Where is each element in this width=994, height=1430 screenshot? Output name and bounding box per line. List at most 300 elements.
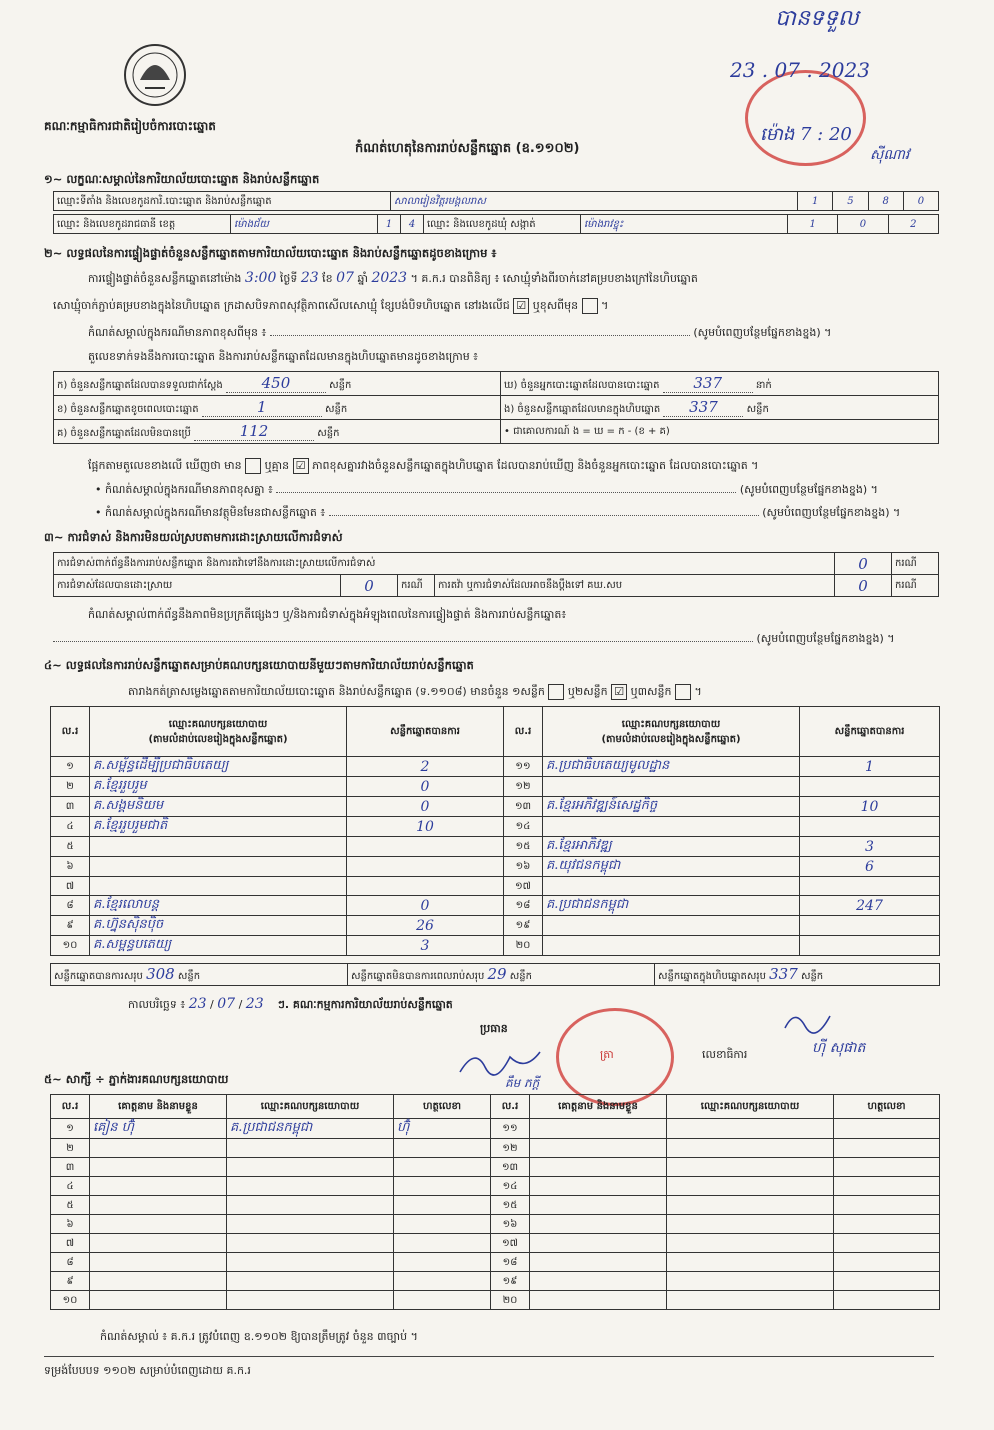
witness-no: ១៤ — [491, 1177, 530, 1196]
result-party: គ.សង្គមនិយម — [90, 797, 347, 817]
total-invalid-label: សន្លឹកឆ្នោតមិនបានការពេលរាប់សរុប — [351, 971, 485, 982]
tally-sheet-line — [128, 684, 702, 701]
witness-party — [227, 1272, 394, 1291]
counts-intro: តួលេខទាក់ទងនឹងការបោះឆ្នោត និងការរាប់សន្លឹកឆ្នោតដែលមានក្នុងហិបឆ្នោតមានដូចខាងក្រោម ៖ — [88, 350, 479, 363]
received-ballots-label: ក) ចំនួនសន្លឹកឆ្នោតដែលបានទទួលជាក់ស្តែង — [57, 380, 223, 391]
witness-party — [227, 1291, 394, 1310]
witness-name — [90, 1215, 227, 1234]
witness-sign — [394, 1139, 491, 1158]
result-votes — [800, 936, 940, 956]
witness-party — [667, 1177, 834, 1196]
witness-no: ៨ — [51, 1253, 90, 1272]
three-sheet-checkbox[interactable] — [675, 684, 691, 700]
table-row — [51, 896, 940, 916]
result-party: គ.ខ្មែររួបរួម — [90, 777, 347, 797]
result-no: ១៩ — [504, 916, 543, 936]
total-box-label: សន្លឹកឆ្នោតក្នុងហិបឆ្នោតសរុប — [658, 971, 766, 982]
witness-no: ៩ — [51, 1272, 90, 1291]
secretary-label: លេខាធិការ — [702, 1048, 748, 1061]
section5-heading: ៥~ សាក្សី ÷ ភ្នាក់ងារគណបក្សនយោបាយ — [44, 1072, 229, 1086]
footer-divider — [44, 1356, 934, 1357]
result-no: ១១ — [504, 757, 543, 777]
complaints-label: ការជំទាស់ពាក់ព័ន្ធនឹងការរាប់សន្លឹកឆ្នោត និងការតវ៉ាទៅនឹងការដោះស្រាយលើការជំទាស់ — [54, 553, 835, 575]
spoiled-ballots-unit: សន្លឹក — [324, 404, 348, 415]
result-party — [90, 837, 347, 857]
witness-sign — [394, 1272, 491, 1291]
result-no: ៨ — [51, 896, 90, 916]
witness-sign — [394, 1291, 491, 1310]
witness-party — [667, 1272, 834, 1291]
chief-signature-icon — [455, 1042, 545, 1082]
witness-col-sign-left: ហត្ថលេខា — [394, 1095, 491, 1119]
section1-table — [53, 191, 939, 211]
tally-text-b: ឬ២សន្លឹក — [567, 685, 608, 698]
result-no: ១៣ — [504, 797, 543, 817]
received-note: បានទទួល — [775, 6, 859, 31]
result-party: គ.សម្ពន្ធបតេយ្យ — [90, 936, 347, 956]
sign-date-label: កាលបរិច្ឆេទ ៖ — [128, 998, 186, 1011]
result-votes: 6 — [800, 857, 940, 877]
witness-no: ២ — [51, 1139, 90, 1158]
sign-date-line: កាលបរិច្ឆេទ ៖ 23 / 07 / 23 ៗ. គណៈកម្មការការិយាល័យរាប់សន្លឹកឆ្នោត — [128, 996, 453, 1012]
result-no: ២ — [51, 777, 90, 797]
verification-line — [88, 270, 698, 288]
total-valid-cell — [51, 964, 348, 986]
section4-heading: ៤~ លទ្ធផលនៃការរាប់សន្លឹកឆ្នោតសម្រាប់គណបក្សនយោបាយនីមួយៗតាមការិយាល័យរាប់សន្លឹកឆ្នោត — [44, 658, 474, 672]
table-row — [51, 936, 940, 956]
unused-ballots-cell — [54, 420, 501, 444]
result-party — [543, 936, 800, 956]
result-votes — [347, 877, 504, 896]
total-box-value: 337 — [769, 965, 798, 983]
location-code-4: 0 — [903, 192, 938, 211]
unused-ballots-label: គ) ចំនួនសន្លឹកឆ្នោតដែលមិនបានប្រើ — [57, 428, 191, 439]
changed-checkbox[interactable] — [582, 298, 598, 314]
voters-label: ឃ) ចំនួនអ្នកបោះឆ្នោតដែលបានបោះឆ្នោត — [504, 380, 660, 391]
result-votes: 10 — [347, 817, 504, 837]
nec-emblem-icon — [120, 40, 190, 110]
witness-sign — [834, 1139, 940, 1158]
result-no: ១៤ — [504, 817, 543, 837]
result-party: គ.យុវជនកម្ពុជា — [543, 857, 800, 877]
col-party-right — [543, 707, 800, 757]
foreign-object-note — [95, 506, 940, 522]
commune-value: ម៉ោងរាវខ្នុះ — [581, 215, 788, 234]
witness-col-sign-right: ហត្ថលេខា — [834, 1095, 940, 1119]
result-party: គ.ខ្មែររួបរួមជាតិ — [90, 817, 347, 837]
witness-party — [667, 1253, 834, 1272]
table-row — [51, 1253, 940, 1272]
foreign-object-note-hint: (សូមបំពេញបន្ថែមផ្នែកខាងខ្នង) ។ — [762, 506, 901, 519]
table-row — [51, 916, 940, 936]
witness-sign — [394, 1158, 491, 1177]
result-no: ៣ — [51, 797, 90, 817]
unused-ballots-unit: សន្លឹក — [317, 428, 340, 439]
location-label: ឈ្មោះទីតាំង និងលេខកូដការិ.បោះឆ្នោត និងរាប់សន្លឹកឆ្នោត — [54, 192, 391, 211]
witness-party — [667, 1119, 834, 1139]
witness-col-name-left: គោត្តនាម និងនាមខ្លួន — [90, 1095, 227, 1119]
results-body — [51, 757, 940, 956]
difference-fill-hint: (សូមបំពេញបន្ថែមផ្នែកខាងខ្នង) ។ — [693, 326, 832, 339]
witness-name — [90, 1177, 227, 1196]
sign-date-month: 07 — [217, 996, 236, 1012]
result-votes: 3 — [800, 837, 940, 857]
result-party: គ.ខ្មែរអាភិវឌ្ឍ — [543, 837, 800, 857]
witness-no: ១០ — [51, 1291, 90, 1310]
witness-party — [227, 1177, 394, 1196]
result-votes — [800, 777, 940, 797]
witness-party: គ.ប្រជាជនកម្ពុជា — [227, 1119, 394, 1139]
witness-party — [667, 1158, 834, 1177]
col-party-left — [90, 707, 347, 757]
result-votes: 1 — [800, 757, 940, 777]
spoiled-ballots-value: 1 — [202, 398, 322, 417]
one-sheet-checkbox[interactable] — [548, 684, 564, 700]
table-row — [51, 877, 940, 896]
col-party-left-sub: (តាមលំដាប់លេខរៀងក្នុងសន្លឹកឆ្នោត) — [148, 733, 288, 745]
section1-heading: ១~ លក្ខណៈសម្គាល់នៃការិយាល័យបោះឆ្នោត និងរាប់សន្លឹកឆ្នោត — [44, 172, 320, 186]
chief-label: ប្រធាន — [480, 1022, 508, 1035]
witness-sign — [394, 1253, 491, 1272]
witness-no: ១៧ — [491, 1234, 530, 1253]
form-title: កំណត់ហេតុនៃការរាប់សន្លឹកឆ្នោត (ឧ.១១០២) — [355, 141, 580, 156]
difference-note-2-label: • កំណត់សម្គាល់ក្នុងករណីមានភាពខុសគ្នា ៖ — [95, 483, 273, 496]
table-row — [51, 1215, 940, 1234]
col-no-left: ល.រ — [51, 707, 90, 757]
witness-sign — [834, 1234, 940, 1253]
result-no: ១០ — [51, 936, 90, 956]
witness-name — [530, 1177, 667, 1196]
witness-sign — [834, 1119, 940, 1139]
resolved-value: 0 — [341, 575, 398, 597]
tally-text-end: ។ — [694, 685, 702, 698]
unused-ballots-value: 112 — [194, 422, 314, 441]
result-no: ១ — [51, 757, 90, 777]
result-votes — [800, 817, 940, 837]
result-no: ៤ — [51, 817, 90, 837]
sign-date-day: 23 — [188, 996, 207, 1012]
result-party — [543, 777, 800, 797]
witness-party — [227, 1158, 394, 1177]
commune-code-3: 2 — [888, 215, 938, 234]
witness-party — [667, 1196, 834, 1215]
secretary-signature: ហ៊ី សុផាត — [812, 1040, 866, 1056]
table-row — [51, 1177, 940, 1196]
received-ballots-value: 450 — [226, 374, 326, 393]
result-votes: 0 — [347, 896, 504, 916]
witness-name — [90, 1291, 227, 1310]
box-ballots-label: ង) ចំនួនសន្លឹកឆ្នោតដែលមានក្នុងហិបឆ្នោត — [504, 404, 661, 415]
result-party: គ.ខ្មែរលោបន្ត — [90, 896, 347, 916]
box-ballots-value: 337 — [663, 398, 743, 417]
witness-name — [530, 1158, 667, 1177]
compare-text-c: ភាពខុសគ្នារវាងចំនួនសន្លឹកឆ្នោតក្នុងហិបឆ្នោត ដែលបានរាប់ឃើញ និងចំនួនអ្នកបោះឆ្នោត ដែលបានបោះឆ្នោត ។ — [312, 459, 759, 472]
witness-sign — [394, 1177, 491, 1196]
result-votes — [800, 916, 940, 936]
table-row — [51, 857, 940, 877]
witness-party — [667, 1234, 834, 1253]
difference-note-2-hint: (សូមបំពេញបន្ថែមផ្នែកខាងខ្នង) ។ — [739, 483, 878, 496]
witness-sign — [834, 1177, 940, 1196]
witness-sign — [394, 1215, 491, 1234]
witness-name: គៀន ហ៊ុំ — [90, 1119, 227, 1139]
result-party: គ.សម្ព័ន្ធដើម្បីប្រជាធិបតេយ្យ — [90, 757, 347, 777]
seal-line — [53, 298, 608, 315]
result-party: គ.ប្រជាជនកម្ពុជា — [543, 896, 800, 916]
compare-line — [88, 458, 758, 475]
table-row — [51, 817, 940, 837]
resolved-label: ការជំទាស់ដែលបានដោះស្រាយ — [54, 575, 341, 597]
result-party — [543, 817, 800, 837]
result-no: ១៨ — [504, 896, 543, 916]
location-code-3: 8 — [868, 192, 903, 211]
result-no: ២០ — [504, 936, 543, 956]
footer-note: កំណត់សម្គាល់ ៖ គ.ក.រ ត្រូវបំពេញ ឧ.១១០២ ឱ្យបានត្រឹមត្រូវ ចំនួន ៣ច្បាប់ ។ — [100, 1330, 418, 1343]
result-no: ១៧ — [504, 877, 543, 896]
total-invalid-value: 29 — [487, 965, 507, 983]
table-row — [51, 1234, 940, 1253]
result-party: គ.ប្រជាធិបតេយ្យមូលដ្ឋាន — [543, 757, 800, 777]
witness-no: ១៩ — [491, 1272, 530, 1291]
result-party — [543, 916, 800, 936]
witness-party — [227, 1196, 394, 1215]
table-row — [51, 1158, 940, 1177]
witness-sign — [834, 1253, 940, 1272]
location-code-1: 1 — [798, 192, 833, 211]
result-no: ១៦ — [504, 857, 543, 877]
result-no: ៧ — [51, 877, 90, 896]
table-row — [51, 1196, 940, 1215]
witness-no: ៣ — [51, 1158, 90, 1177]
witness-no: ១៥ — [491, 1196, 530, 1215]
witness-name — [530, 1215, 667, 1234]
col-no-right: ល.រ — [504, 707, 543, 757]
col-party-right-title: ឈ្មោះគណបក្សនយោបាយ — [621, 718, 721, 730]
result-party — [90, 877, 347, 896]
witness-no: ៦ — [51, 1215, 90, 1234]
total-invalid-cell — [348, 964, 655, 986]
result-no: ១២ — [504, 777, 543, 797]
secretary-signature-icon — [780, 1008, 840, 1038]
witness-sign — [394, 1234, 491, 1253]
witness-name — [530, 1253, 667, 1272]
col-votes-left: សន្លឹកឆ្នោតបានការ — [347, 707, 504, 757]
seal-label: ត្រា — [600, 1048, 614, 1061]
verification-text-a: ការផ្ទៀងផ្ទាត់ចំនួនសន្លឹកឆ្នោតនៅម៉ោង — [88, 272, 242, 285]
result-votes: 10 — [800, 797, 940, 817]
result-party — [90, 857, 347, 877]
table-row — [51, 1272, 940, 1291]
result-votes: 0 — [347, 797, 504, 817]
seal-text: សោឃ្មុំចាក់ភ្ជាប់គម្របខាងក្នុងនៃហិបឆ្នោត ក្រដាសបិទភាពសុវត្ថិភាពសើលសោឃ្មុំ ខ្សែបង់បិទហិបឆ្នោត នៅរងលើជ — [53, 299, 510, 312]
witness-name — [530, 1139, 667, 1158]
complaints-unit: ករណី — [892, 553, 939, 575]
verification-text-d: ឆ្នាំ — [357, 272, 368, 285]
province-label: ឈ្មោះ និងលេខកូដរាជធានី ខេត្ត — [54, 215, 231, 234]
witness-no: ១១ — [491, 1119, 530, 1139]
witness-name — [90, 1272, 227, 1291]
witness-col-party-left: ឈ្មោះគណបក្សនយោបាយ — [227, 1095, 394, 1119]
col-votes-right: សន្លឹកឆ្នោតបានការ — [800, 707, 940, 757]
table-row — [51, 1139, 940, 1158]
witness-name — [90, 1158, 227, 1177]
no-difference-checkbox[interactable]: ☑ — [293, 458, 309, 474]
verification-year: 2023 — [371, 270, 408, 286]
appeal-value: 0 — [835, 575, 892, 597]
result-party: គ.ខ្មែរអភិវឌ្ឍន៍សេដ្ឋកិច្ច — [543, 797, 800, 817]
result-votes: 247 — [800, 896, 940, 916]
col-party-right-sub: (តាមលំដាប់លេខរៀងក្នុងសន្លឹកឆ្នោត) — [601, 733, 741, 745]
compare-text-b: ឬគ្មាន — [264, 459, 290, 472]
witness-table — [50, 1094, 940, 1310]
foreign-object-note-label: • កំណត់សម្គាល់ក្នុងករណីមានវត្ថុមិនមែនជាសន្លឹកឆ្នោត ៖ — [95, 506, 326, 519]
witness-no: ២០ — [491, 1291, 530, 1310]
result-votes — [347, 857, 504, 877]
compare-text-a: ផ្អែកតាមតួលេខខាងលើ ឃើញថា មាន — [88, 459, 242, 472]
witness-sign — [834, 1158, 940, 1177]
commune-code-1: 1 — [788, 215, 838, 234]
table-row — [51, 757, 940, 777]
table-row — [51, 837, 940, 857]
difference-note — [88, 326, 938, 342]
has-difference-checkbox[interactable] — [245, 458, 261, 474]
witness-name — [530, 1291, 667, 1310]
tally-text-a: តារាងកត់ត្រាសម្លេងឆ្នោតតាមការិយាល័យបោះឆ្នោត និងរាប់សន្លឹកឆ្នោត (ទ.១១០៨) មានចំនួន ១សន្លឹក — [128, 685, 545, 698]
box-ballots-cell — [501, 396, 939, 420]
section3-heading: ៣~ ការជំទាស់ និងការមិនយល់ស្របតាមការដោះស្រាយលើការជំទាស់ — [44, 530, 343, 544]
witness-name — [530, 1196, 667, 1215]
voters-value: 337 — [663, 374, 753, 393]
received-ballots-unit: សន្លឹក — [329, 380, 352, 391]
irregularity-fill-hint: (សូមបំពេញបន្ថែមផ្នែកខាងខ្នង) ។ — [756, 632, 895, 645]
witness-party — [667, 1139, 834, 1158]
witness-name — [530, 1234, 667, 1253]
spoiled-ballots-label: ខ) ចំនួនសន្លឹកឆ្នោតខូចពេលបោះឆ្នោត — [57, 404, 199, 415]
witness-sign — [834, 1196, 940, 1215]
location-code-2: 5 — [833, 192, 868, 211]
total-invalid-unit: សន្លឹក — [509, 971, 532, 982]
total-box-cell — [655, 964, 940, 986]
difference-note-2 — [95, 483, 940, 499]
result-votes — [347, 837, 504, 857]
result-votes: 26 — [347, 916, 504, 936]
totals-table — [50, 963, 940, 986]
witness-col-party-right: ឈ្មោះគណបក្សនយោបាយ — [667, 1095, 834, 1119]
witness-party — [667, 1215, 834, 1234]
witness-name — [90, 1234, 227, 1253]
witness-name — [90, 1253, 227, 1272]
witness-sign: ហ៊ុំ — [394, 1119, 491, 1139]
received-signature: ស៊ីណាវ — [870, 147, 910, 163]
verification-day: 23 — [300, 270, 319, 286]
witness-no: ១៣ — [491, 1158, 530, 1177]
resolved-unit: ករណី — [398, 575, 435, 597]
committee-label: ៗ. គណៈកម្មការការិយាល័យរាប់សន្លឹកឆ្នោត — [277, 998, 453, 1011]
result-votes: 0 — [347, 777, 504, 797]
total-valid-value: 308 — [146, 965, 175, 983]
verification-month: 07 — [336, 270, 354, 286]
col-party-left-title: ឈ្មោះគណបក្សនយោបាយ — [168, 718, 268, 730]
witness-no: ៥ — [51, 1196, 90, 1215]
result-no: ១៥ — [504, 837, 543, 857]
committee-seal — [556, 1008, 674, 1106]
verification-text-e: ។ គ.ក.រ បានពិនិត្យ ៖ សោឃ្មុំទាំងពីរចាក់នៅគម្របខាងក្រៅនៃហិបឆ្នោត — [410, 272, 698, 285]
province-code-2: 4 — [401, 215, 424, 234]
formula-cell: • ជាគោលការណ៍ ង = ឃ = ក - (ខ + គ) — [501, 420, 939, 444]
chief-name: គឹម ភក្តី — [505, 1076, 540, 1090]
witness-body — [51, 1119, 940, 1310]
section1-table-row2 — [53, 214, 939, 234]
witness-no: ១ — [51, 1119, 90, 1139]
received-time: ម៉ោង 7 : 20 — [760, 124, 852, 145]
result-votes — [800, 877, 940, 896]
received-ballots-cell — [54, 372, 501, 396]
commune-code-2: 0 — [838, 215, 888, 234]
province-code-1: 1 — [378, 215, 401, 234]
table-row — [51, 1291, 940, 1310]
result-votes: 3 — [347, 936, 504, 956]
witness-sign — [834, 1272, 940, 1291]
witness-name — [90, 1196, 227, 1215]
result-no: ៩ — [51, 916, 90, 936]
witness-party — [227, 1253, 394, 1272]
result-no: ៥ — [51, 837, 90, 857]
witness-no: ១៦ — [491, 1215, 530, 1234]
witness-sign — [834, 1291, 940, 1310]
witness-sign — [394, 1196, 491, 1215]
voters-unit: នាក់ — [755, 380, 772, 391]
province-value: ម៉ោងជ័យ — [231, 215, 378, 234]
seal-line-end: ។ — [601, 299, 609, 312]
irregularity-note-line — [53, 632, 939, 648]
verification-time: 3:00 — [244, 270, 277, 286]
complaints-table — [53, 552, 939, 597]
spoiled-ballots-cell — [54, 396, 501, 420]
witness-party — [227, 1234, 394, 1253]
total-valid-label: សន្លឹកឆ្នោតបានការសរុប — [54, 971, 143, 982]
tally-text-c: ឬ៣សន្លឹក — [630, 685, 672, 698]
result-votes: 2 — [347, 757, 504, 777]
witness-name — [90, 1139, 227, 1158]
irregularity-note: កំណត់សម្គាល់ពាក់ព័ន្ធនឹងភាពមិនប្រក្រតីផ្សេងៗ ឬ/និងការជំទាស់ក្នុងអំឡុងពេលនៃការផ្ទៀងផ្ទាត់ និងការរាប់សន្លឹកឆ្នោត៖ — [88, 608, 567, 621]
unchanged-checkbox[interactable]: ☑ — [513, 298, 529, 314]
table-row — [51, 777, 940, 797]
table-row — [51, 1119, 940, 1139]
witness-no: ១២ — [491, 1139, 530, 1158]
witness-party — [227, 1215, 394, 1234]
complaints-value: 0 — [835, 553, 892, 575]
commune-label: ឈ្មោះ និងលេខកូដឃុំ សង្កាត់ — [424, 215, 581, 234]
received-date: 23 . 07 . 2023 — [730, 58, 870, 82]
total-box-unit: សន្លឹក — [800, 971, 824, 982]
results-table — [50, 706, 940, 956]
location-value: សាលារៀនវិត្តរមង្គលរាស — [391, 192, 798, 211]
section2-heading: ២~ លទ្ធផលនៃការផ្ទៀងផ្ទាត់ចំនួនសន្លឹកឆ្នោតតាមការិយាល័យបោះឆ្នោត និងរាប់សន្លឹកឆ្នោតដូចខាងក្រោម ៖ — [44, 246, 497, 260]
result-party — [543, 877, 800, 896]
difference-note-label: កំណត់សម្គាល់ក្នុងករណីមានភាពខុសពីមុន ៖ — [88, 326, 267, 339]
witness-name — [530, 1272, 667, 1291]
verification-text-b: ថ្ងៃទី — [279, 272, 298, 285]
voters-cell — [501, 372, 939, 396]
sign-date-year: 23 — [245, 996, 264, 1012]
footer-form-ref: ទម្រង់បែបបទ ១១០២ សម្រាប់បំពេញដោយ គ.ក.រ — [44, 1364, 251, 1377]
witness-col-no-left: ល.រ — [51, 1095, 90, 1119]
two-sheet-checkbox[interactable]: ☑ — [611, 684, 627, 700]
result-no: ៦ — [51, 857, 90, 877]
table-row — [51, 797, 940, 817]
appeal-label: ការតវ៉ា ឬការជំទាស់ដែលអាចនឹងប្តឹងទៅ គឃ.សប — [435, 575, 835, 597]
witness-no: ៧ — [51, 1234, 90, 1253]
